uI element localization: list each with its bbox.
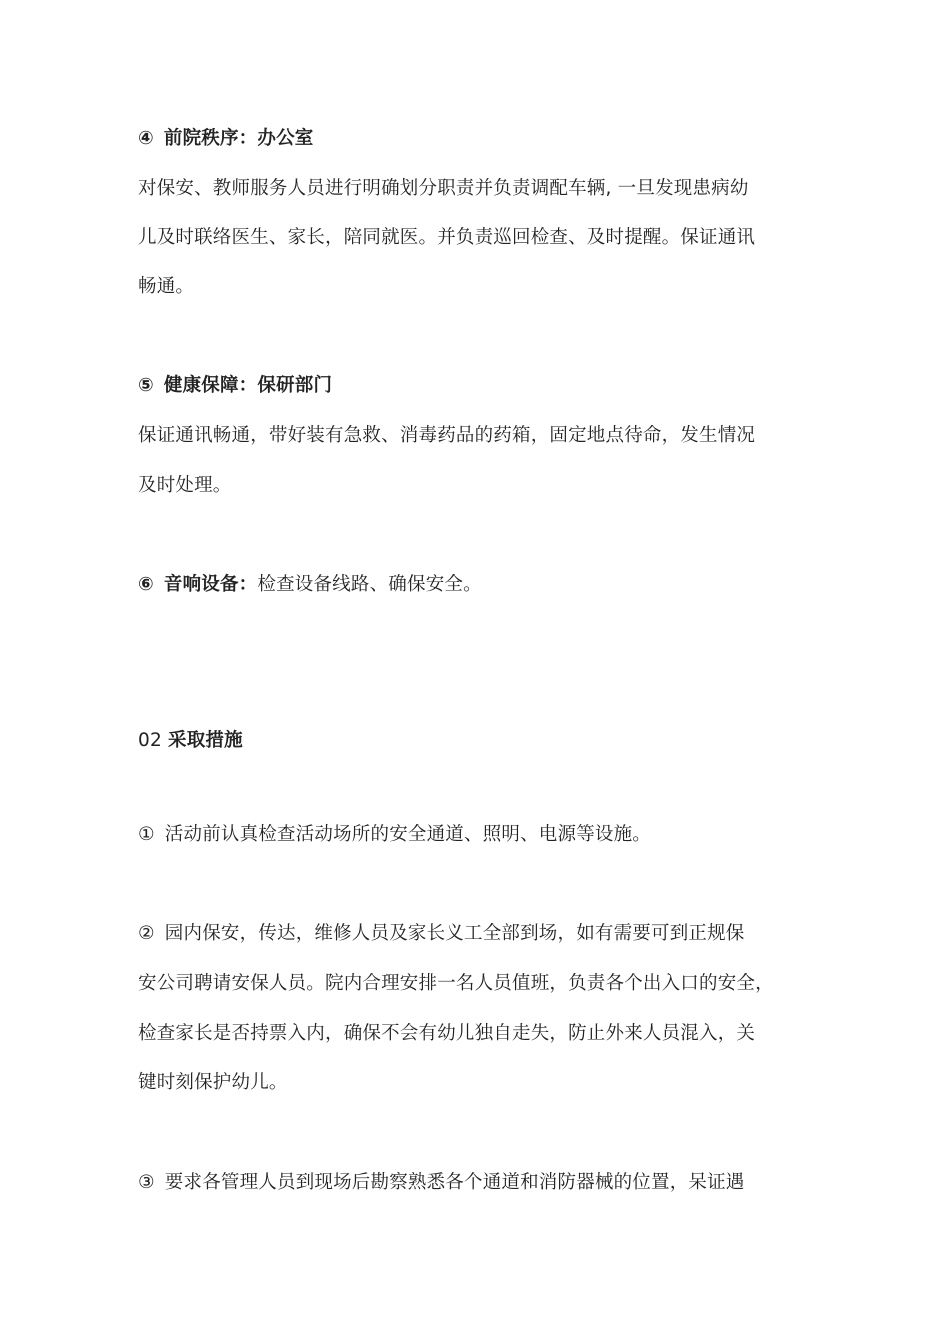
circled-number-1: ① <box>138 824 155 845</box>
measure-2-line: 键时刻保护幼儿。 <box>138 1072 288 1093</box>
measure-2-text: 园内保安，传达，维修人员及家长义工全部到场，如有需要可到正规保 <box>164 923 745 944</box>
section-02-number: 02 <box>138 730 162 751</box>
section-02-title: 采取措施 <box>168 730 243 751</box>
section-6-text: 检查设备线路、确保安全。 <box>257 574 482 595</box>
section-4-heading <box>138 125 818 153</box>
section-6-title: 音响设备： <box>163 574 258 595</box>
section-5-body-line: 保证通讯畅通，带好装有急救、消毒药品的药箱，固定地点待命，发生情况 <box>138 425 756 446</box>
section-4-body-line: 畅通。 <box>138 276 195 297</box>
circled-number-5: ⑤ <box>138 375 154 396</box>
measure-2-line <box>138 920 818 948</box>
measure-2-line: 安公司聘请安保人员。院内合理安排一名人员值班，负责各个出入口的安全， <box>138 973 774 994</box>
measure-1-text: 活动前认真检查活动场所的安全通道、照明、电源等设施。 <box>164 824 651 845</box>
circled-number-2: ② <box>138 923 155 944</box>
circled-number-3: ③ <box>138 1172 155 1193</box>
section-5-title: 健康保障：保研部门 <box>163 375 333 396</box>
section-5-heading <box>138 372 818 400</box>
circled-number-6: ⑥ <box>138 574 154 595</box>
measure-3-text: 要求各管理人员到现场后勘察熟悉各个通道和消防器械的位置，呆证遇 <box>164 1172 745 1193</box>
section-4-body-line: 儿及时联络医生、家长，陪同就医。并负责巡回检查、及时提醒。保证通讯 <box>138 227 756 248</box>
section-4-title: 前院秩序：办公室 <box>163 128 314 149</box>
section-02-heading <box>138 727 818 755</box>
measure-2-line: 检查家长是否持票入内，确保不会有幼儿独自走失，防止外来人员混入，关 <box>138 1023 756 1044</box>
circled-number-4: ④ <box>138 128 154 149</box>
measure-1-line <box>138 821 818 849</box>
measure-3-line <box>138 1169 818 1197</box>
section-5-body-line: 及时处理。 <box>138 475 232 496</box>
section-4-body-line: 对保安、教师服务人员进行明确划分职责并负责调配车辆, 一旦发现患病幼 <box>138 178 749 199</box>
section-6-line <box>138 571 818 599</box>
